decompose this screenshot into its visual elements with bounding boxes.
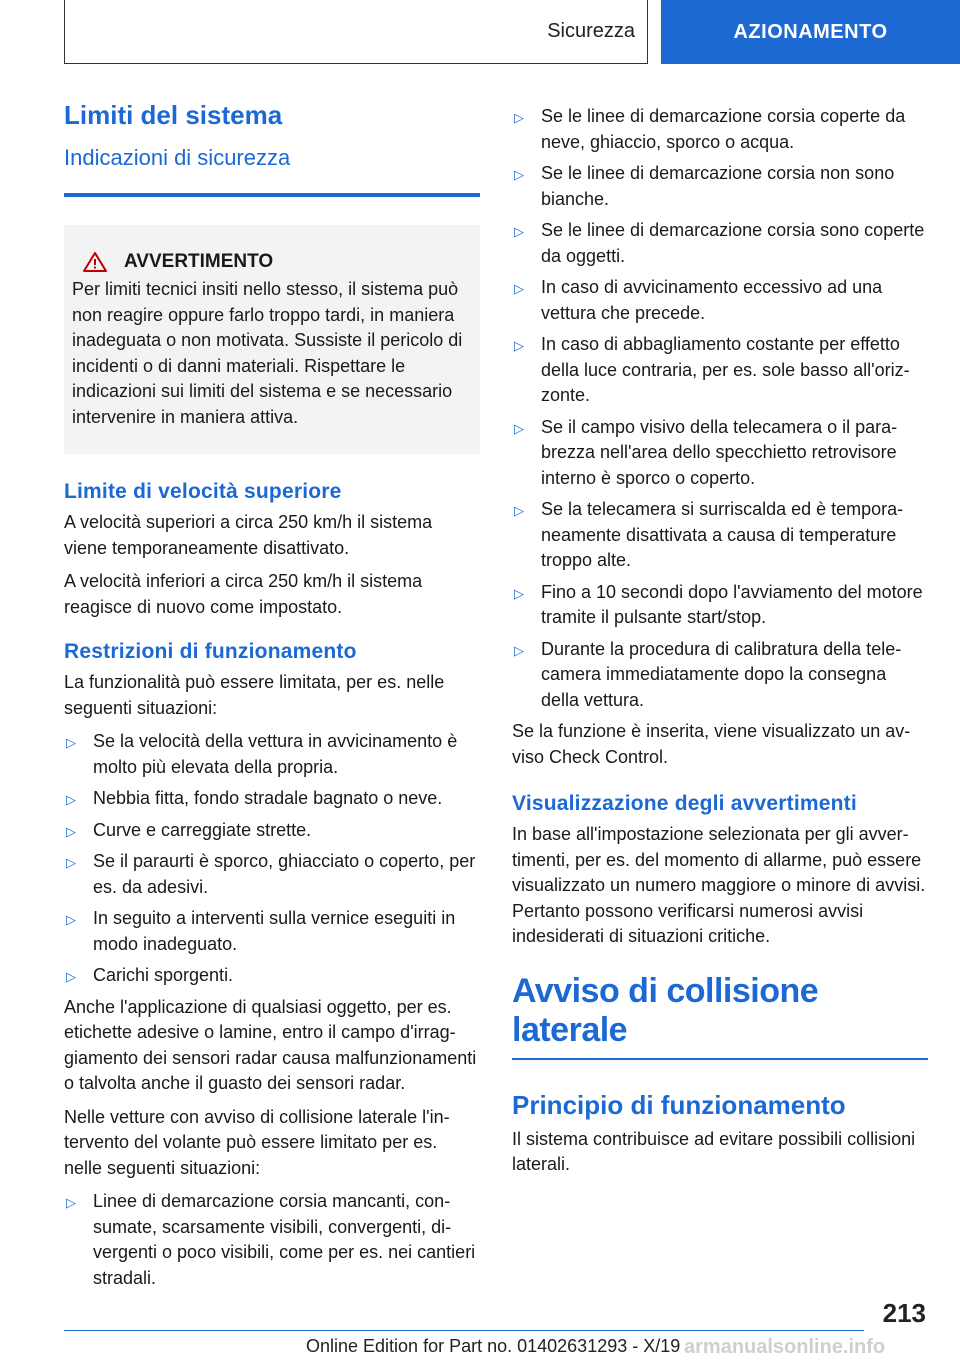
list-item <box>512 161 928 212</box>
list-item <box>512 218 928 269</box>
right-column <box>512 104 928 1186</box>
left-column <box>64 100 480 1297</box>
warning-box <box>64 225 480 454</box>
speed-limit-text-2: A velocità inferiori a circa 250 km/h il sistema reagisce di nuovo come impostato. <box>64 571 423 617</box>
list-item <box>64 818 480 844</box>
warning-triangle-icon <box>82 251 108 273</box>
list-item <box>512 637 928 714</box>
bullet-triangle-icon: ▷ <box>514 420 524 436</box>
list-item-text: Se la telecamera si surriscalda ed è temporaneamente disattivata a causa di temperature troppo alte. <box>541 499 904 570</box>
radar-note: Anche l'applicazione di qualsiasi oggetto, per es. etichette adesive o lamine, entro il campo d'irraggiamento dei sensori radar causa malfunzionamenti o talvolta anche il guasto dei sensori radar. <box>64 996 477 1093</box>
principle-heading: Principio di funzionamento <box>512 1089 846 1120</box>
list-item-text: Linee di demarcazione corsia mancanti, consumate, scarsamente visibili, convergenti, divergenti o poco visibili, come per es. nei cantieri stradali. <box>93 1191 476 1288</box>
speed-limit-heading: Limite di velocità superiore <box>64 480 342 503</box>
steering-note: Nelle vetture con avviso di collisione laterale l'intervento del volante può essere limitato per es. nelle seguenti situazioni: <box>64 1106 450 1178</box>
restrictions-list <box>64 729 480 989</box>
steering-list-continued <box>512 104 928 713</box>
header-chapter-label: AZIONAMENTO <box>733 20 888 43</box>
bullet-triangle-icon: ▷ <box>514 224 524 239</box>
list-item <box>64 729 480 780</box>
list-item <box>512 275 928 326</box>
list-item <box>512 497 928 574</box>
header-section-tab <box>64 0 648 64</box>
list-item-text: Nebbia fitta, fondo stradale bagnato o neve. <box>93 788 443 808</box>
list-item <box>512 332 928 409</box>
list-item <box>64 849 480 900</box>
check-control-note: Se la funzione è inserita, viene visualizzato un avviso Check Control. <box>512 721 911 767</box>
speed-limit-text-1: A velocità superiori a circa 250 km/h il sistema viene temporaneamente disattivato. <box>64 512 433 558</box>
warnings-display-heading: Visualizzazione degli avvertimenti <box>512 792 857 815</box>
list-item-text: In seguito a interventi sulla vernice eseguiti in modo inadeguato. <box>93 908 456 954</box>
speed-limit-block <box>64 480 480 620</box>
list-item <box>64 1189 480 1291</box>
section-title: Limiti del sistema <box>64 100 283 130</box>
restrictions-heading: Restrizioni di funzionamento <box>64 640 357 663</box>
footer-rule <box>64 1330 864 1331</box>
bullet-triangle-icon: ▷ <box>66 855 76 870</box>
list-item-text: Fino a 10 secondi dopo l'avviamento del motore tramite il pulsante start/stop. <box>541 581 923 627</box>
bullet-triangle-icon: ▷ <box>66 1195 76 1210</box>
warning-title: AVVERTIMENTO <box>124 251 274 272</box>
bullet-triangle-icon: ▷ <box>514 585 524 601</box>
page-number: 213 <box>882 1298 926 1328</box>
list-item-text: In caso di abbagliamento costante per effetto della luce contraria, per es. sole basso all'orizzonte. <box>541 334 910 405</box>
warnings-display-text: In base all'impostazione selezionata per gli avvertimenti, per es. del momento di allarme, può essere visualizzato un numero maggiore o minore di avvisi. Pertanto possono verificarsi numerosi avvisi indesiderati di situazioni critiche. <box>512 824 926 946</box>
watermark: armanualsonline.info <box>684 1336 886 1358</box>
bullet-triangle-icon: ▷ <box>66 823 76 839</box>
bullet-triangle-icon: ▷ <box>514 503 524 518</box>
list-item-text: Se la velocità della vettura in avvicinamento è molto più elevata della propria. <box>93 731 458 777</box>
list-item-text: Carichi sporgenti. <box>93 965 234 985</box>
restrictions-intro: La funzionalità può essere limitata, per es. nelle seguenti situazioni: <box>64 672 445 718</box>
list-item-text: Se il paraurti è sporco, ghiacciato o coperto, per es. da adesivi. <box>93 851 476 897</box>
bullet-triangle-icon: ▷ <box>514 167 524 182</box>
list-item-text: In caso di avvicinamento eccessivo ad una vettura che precede. <box>541 277 883 323</box>
warnings-display-block <box>512 792 928 950</box>
header-section-label: Sicurezza <box>547 20 635 42</box>
section-subtitle: Indicazioni di sicurezza <box>64 145 291 170</box>
principle-text: Il sistema contribuisce ad evitare possibili collisioni laterali. <box>512 1128 916 1174</box>
list-item-text: Se le linee di demarcazione corsia non sono bianche. <box>541 163 895 209</box>
list-item <box>64 906 480 957</box>
restrictions-block <box>64 640 480 1291</box>
list-item-text: Durante la procedura di calibratura della telecamera immediatamente dopo la consegna della vettura. <box>541 638 902 710</box>
bullet-triangle-icon: ▷ <box>514 281 524 296</box>
steering-list <box>64 1189 480 1291</box>
list-item-text: Se le linee di demarcazione corsia sono coperte da oggetti. <box>541 220 925 266</box>
list-item <box>512 104 928 155</box>
bullet-triangle-icon: ▷ <box>66 735 76 750</box>
bullet-triangle-icon: ▷ <box>514 642 524 658</box>
warning-header <box>72 251 472 273</box>
list-item <box>512 580 928 631</box>
list-item <box>512 415 928 492</box>
bullet-triangle-icon: ▷ <box>66 969 76 984</box>
chapter-rule <box>512 1058 928 1060</box>
bullet-triangle-icon: ▷ <box>66 792 76 807</box>
footer-edition: Online Edition for Part no. 01402631293 - X/19 <box>306 1336 681 1356</box>
list-item-text: Se il campo visivo della telecamera o il parabrezza nell'area dello specchietto retrovisore interno è sporco o coperto. <box>541 416 898 488</box>
section-rule <box>64 193 480 197</box>
list-item-text: Curve e carreggiate strette. <box>93 819 312 840</box>
bullet-triangle-icon: ▷ <box>514 110 524 125</box>
list-item <box>64 786 480 812</box>
bullet-triangle-icon: ▷ <box>514 338 524 353</box>
chapter-title: Avviso di collisione laterale <box>512 971 819 1049</box>
bullet-triangle-icon: ▷ <box>66 912 76 927</box>
header-chapter-tab[interactable] <box>661 0 960 64</box>
warning-text: Per limiti tecnici insiti nello stesso, il sistema può non reagire oppure farlo troppo tardi, in maniera inadeguata o non motivata. Sussiste il pericolo di incidenti o di danni materiali. Rispettare le indicazioni sui limiti del sistema e se necessario intervenire in maniera attiva. <box>72 279 463 427</box>
list-item <box>64 963 480 989</box>
list-item-text: Se le linee di demarcazione corsia coperte da neve, ghiaccio, sporco o acqua. <box>541 106 906 152</box>
